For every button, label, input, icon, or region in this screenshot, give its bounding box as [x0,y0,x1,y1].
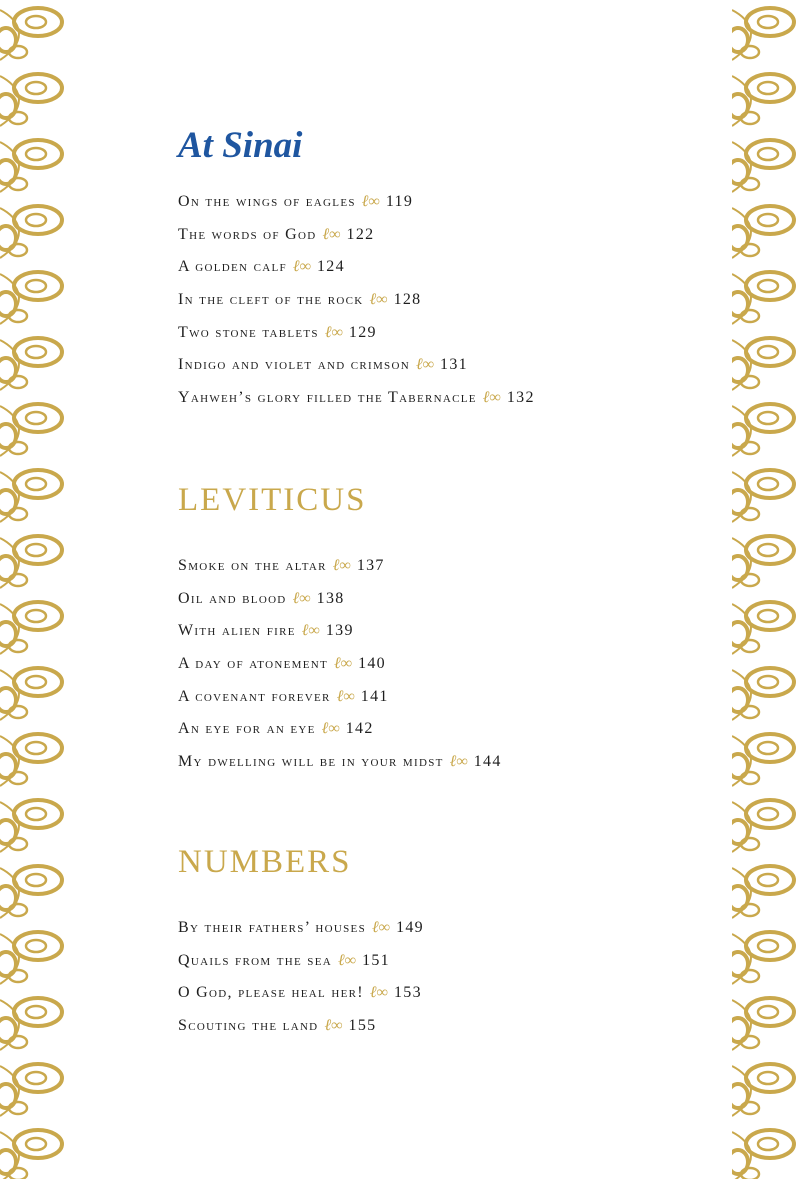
entry-label: Quails from the sea [178,951,332,969]
page-number: 142 [345,720,374,738]
section-numbers [178,834,424,1047]
flourish-icon: ℓ∞ [369,291,388,309]
page-number: 132 [506,389,535,407]
entry-label: Indigo and violet and crimson [178,356,410,374]
page-number: 139 [325,622,354,640]
flourish-icon: ℓ∞ [324,323,343,341]
page-number: 141 [360,687,389,705]
toc-entry[interactable] [178,750,502,783]
section-leviticus [178,472,502,783]
page-number: 155 [348,1017,377,1035]
toc-entry[interactable] [178,916,424,949]
toc-entry[interactable] [178,949,424,982]
toc-entry[interactable] [178,652,502,685]
flourish-icon: ℓ∞ [372,919,391,936]
entry-label: The words of God [178,225,317,243]
flourish-icon: ℓ∞ [336,687,355,705]
toc-entry[interactable] [178,386,535,419]
page-number: 144 [473,753,502,771]
flourish-icon: ℓ∞ [292,589,311,607]
entry-list [178,190,535,419]
entry-list [178,916,424,1047]
toc-entry[interactable] [178,685,502,718]
toc-entry[interactable] [178,288,535,321]
right-flourish-border [730,0,800,1179]
entry-label: Scouting the land [178,1017,319,1035]
entry-label: Oil and blood [178,589,287,607]
page-number: 122 [346,225,375,243]
page-number: 151 [362,951,390,969]
entry-label: A golden calf [178,258,287,276]
page-number: 124 [316,258,345,276]
page-number: 131 [440,356,468,374]
left-flourish-border [0,0,70,1179]
entry-list [178,554,502,783]
flourish-icon: ℓ∞ [324,1017,343,1035]
toc-entry[interactable] [178,1014,424,1047]
toc-entry[interactable] [178,255,535,288]
page-number: 153 [393,984,422,1002]
flourish-icon: ℓ∞ [322,225,341,243]
flourish-icon: ℓ∞ [332,557,351,574]
entry-label: My dwelling will be in your midst [178,753,444,771]
section-title: LEVITICUS [178,482,367,518]
entry-label: In the cleft of the rock [178,291,364,309]
flourish-icon: ℓ∞ [482,389,501,407]
page-number: 140 [358,655,386,673]
page-number: 138 [316,589,345,607]
flourish-icon: ℓ∞ [361,193,380,210]
toc-entry[interactable] [178,190,535,223]
flourish-icon: ℓ∞ [415,356,435,374]
flourish-icon: ℓ∞ [338,951,357,969]
entry-label: Smoke on the altar [178,557,327,574]
toc-entry[interactable] [178,554,502,587]
entry-label: With alien fire [178,622,296,640]
page-number: 119 [385,193,414,210]
entry-label: An eye for an eye [178,720,316,738]
page-number: 149 [396,919,424,936]
flourish-icon: ℓ∞ [449,753,468,771]
flourish-icon: ℓ∞ [333,655,353,673]
entry-label: A covenant forever [178,687,331,705]
section-at-sinai [178,118,535,419]
toc-entry[interactable] [178,321,535,354]
entry-label: O God, please heal her! [178,984,364,1002]
flourish-icon: ℓ∞ [369,984,388,1002]
toc-entry[interactable] [178,981,424,1014]
page-number: 137 [356,557,385,574]
entry-label: A day of atonement [178,655,328,673]
flourish-icon: ℓ∞ [321,720,340,738]
toc-entry[interactable] [178,717,502,750]
entry-label: Yahweh’s glory filled the Tabernacle [178,389,477,407]
flourish-icon: ℓ∞ [301,622,320,640]
toc-entry[interactable] [178,587,502,620]
page-number: 129 [348,323,377,341]
flourish-icon: ℓ∞ [292,258,311,276]
section-title: NUMBERS [178,844,352,880]
entry-label: On the wings of eagles [178,193,356,210]
section-title: At Sinai [178,125,303,166]
page-number: 128 [393,291,422,309]
toc-entry[interactable] [178,223,535,256]
entry-label: By their fathers’ houses [178,919,366,936]
toc-entry[interactable] [178,353,535,386]
toc-entry[interactable] [178,619,502,652]
entry-label: Two stone tablets [178,323,319,341]
